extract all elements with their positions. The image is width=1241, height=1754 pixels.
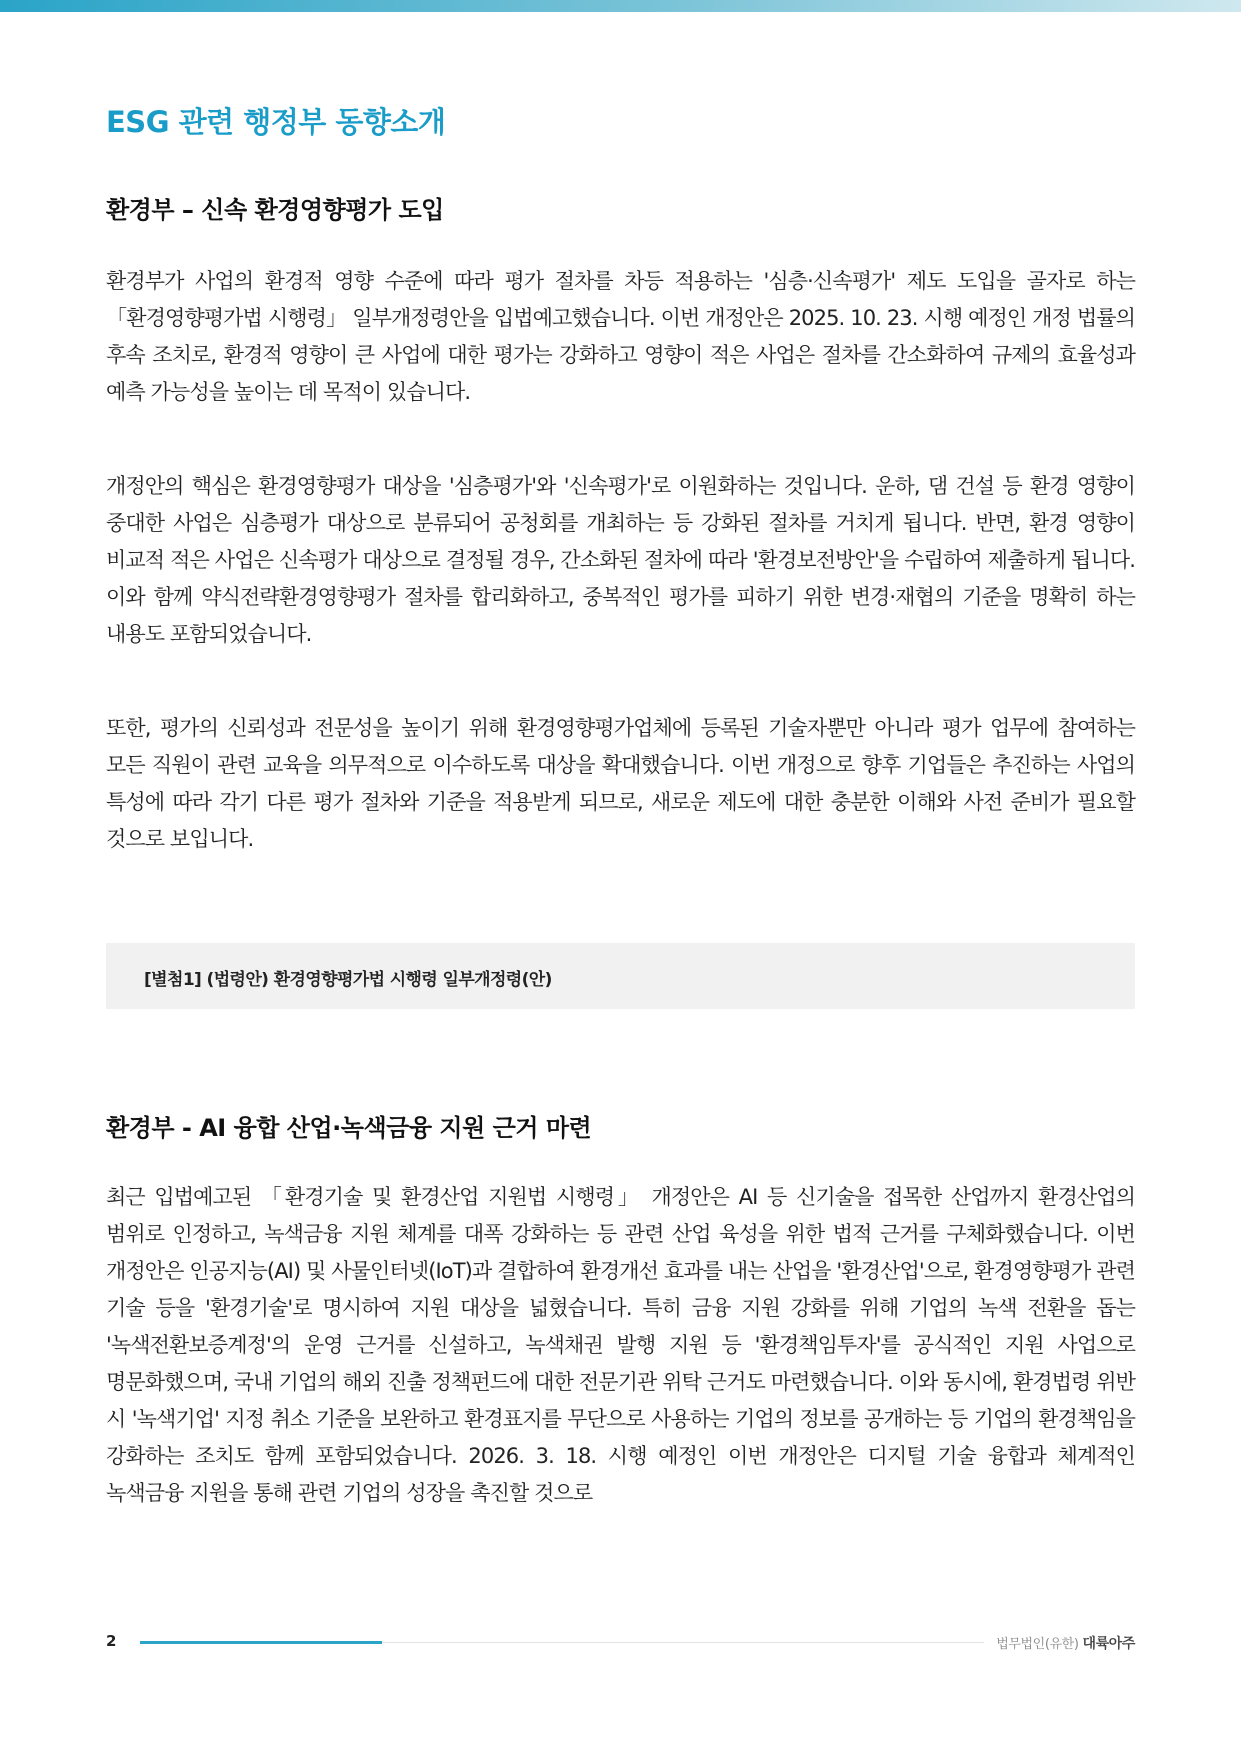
firm-prefix: 법무법인(유한)	[996, 1637, 1079, 1652]
section2-heading: 환경부 - AI 융합 산업·녹색금융 지원 근거 마련	[106, 1114, 592, 1142]
section1-paragraph-1: 환경부가 사업의 환경적 영향 수준에 따라 평가 절차를 차등 적용하는 '심층·신속평가' 제도 도입을 골자로 하는 「환경영향평가법 시행령」 일부개정령안을 입법예고했습니다. 이번 개정안은 2025. 10. 23. 시행 예정인 개정 법률의 후속 조치로, 환경적 영향이 큰 사업에 대한 평가는 강화하고 영향이 적은 사업은 절차를 간소화하여 규제의 효율성과 예측 가능성을 높이는 데 목적이 있습니다.	[106, 269, 1135, 404]
top-accent-bar	[0, 0, 1241, 12]
section-title: ESG 관련 행정부 동향소개	[106, 105, 446, 139]
firm-brand: 대륙아주	[1082, 1636, 1135, 1652]
section1-paragraph-2: 개정안의 핵심은 환경영향평가 대상을 '심층평가'와 '신속평가'로 이원화하는 것입니다. 운하, 댐 건설 등 환경 영향이 중대한 사업은 심층평가 대상으로 분류되어 공청회를 개최하는 등 강화된 절차를 거치게 됩니다. 반면, 환경 영향이 비교적 적은 사업은 신속평가 대상으로 결정될 경우, 간소화된 절차에 따라 '환경보전방안'을 수립하여 제출하게 됩니다. 이와 함께 약식전략환경영향평가 절차를 합리화하고, 중복적인 평가를 피하기 위한 변경·재협의 기준을 명확히 하는 내용도 포함되었습니다.	[106, 474, 1135, 646]
page-number: 2	[106, 1632, 117, 1650]
firm-name	[996, 1633, 1135, 1653]
footer-divider-accent	[140, 1641, 382, 1644]
page-footer	[0, 1630, 1241, 1660]
attachment-box	[106, 943, 1135, 1009]
attachment-link[interactable]: [별첨1] (법령안) 환경영향평가법 시행령 일부개정령(안)	[144, 970, 552, 990]
section1-paragraph-3: 또한, 평가의 신뢰성과 전문성을 높이기 위해 환경영향평가업체에 등록된 기술자뿐만 아니라 평가 업무에 참여하는 모든 직원이 관련 교육을 의무적으로 이수하도록 대상을 확대했습니다. 이번 개정으로 향후 기업들은 추진하는 사업의 특성에 따라 각기 다른 평가 절차와 기준을 적용받게 되므로, 새로운 제도에 대한 충분한 이해와 사전 준비가 필요할 것으로 보입니다.	[106, 716, 1135, 851]
section2-paragraph-1: 최근 입법예고된 「환경기술 및 환경산업 지원법 시행령」 개정안은 AI 등 신기술을 접목한 산업까지 환경산업의 범위로 인정하고, 녹색금융 지원 체계를 대폭 강화하는 등 관련 산업 육성을 위한 법적 근거를 구체화했습니다. 이번 개정안은 인공지능(AI) 및 사물인터넷(IoT)과 결합하여 환경개선 효과를 내는 산업을 '환경산업'으로, 환경영향평가 관련 기술 등을 '환경기술'로 명시하여 지원 대상을 넓혔습니다. 특히 금융 지원 강화를 위해 기업의 녹색 전환을 돕는 '녹색전환보증계정'의 운영 근거를 신설하고, 녹색채권 발행 지원 등 '환경책임투자'를 공식적인 지원 사업으로 명문화했으며, 국내 기업의 해외 진출 정책펀드에 대한 전문기관 위탁 근거도 마련했습니다. 이와 동시에, 환경법령 위반 시 '녹색기업' 지정 취소 기준을 보완하고 환경표지를 무단으로 사용하는 기업의 정보를 공개하는 등 기업의 환경책임을 강화하는 조치도 함께 포함되었습니다. 2026. 3. 18. 시행 예정인 이번 개정안은 디지털 기술 융합과 체계적인 녹색금융 지원을 통해 관련 기업의 성장을 촉진할 것으로	[106, 1185, 1135, 1505]
section1-heading: 환경부 – 신속 환경영향평가 도입	[106, 196, 444, 224]
